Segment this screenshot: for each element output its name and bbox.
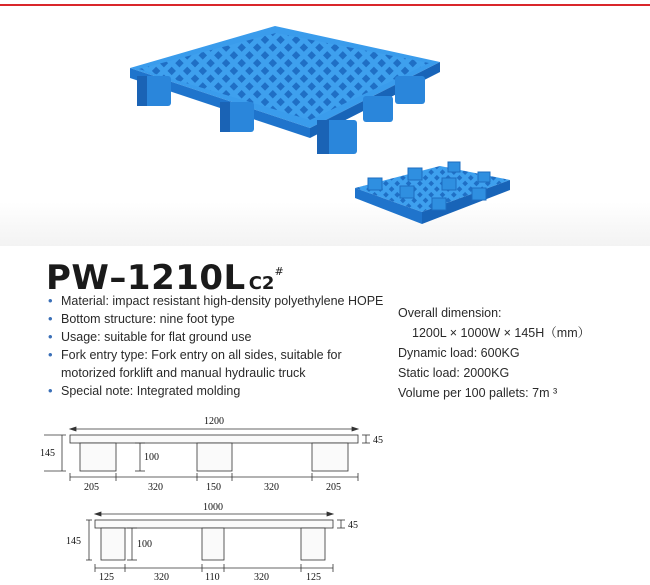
short-foot-height: 100 (137, 539, 152, 550)
dimension-value: 1200L × 1000W × 145H（mm） (412, 326, 591, 340)
static-load: Static load: 2000KG (398, 366, 510, 380)
dynamic-load: Dynamic load: 600KG (398, 346, 520, 360)
feature-list (44, 292, 384, 400)
dimension-drawing-long (40, 412, 400, 492)
model-title: PW–1210L C2# (46, 258, 284, 298)
short-deck-thickness: 45 (348, 520, 358, 531)
short-segment-3: 110 (205, 572, 220, 583)
pallet-photo-small (352, 158, 512, 230)
feature-special-note: • Special note: Integrated molding (44, 382, 384, 400)
long-deck-thickness: 45 (373, 435, 383, 446)
long-segment-5: 205 (326, 482, 341, 493)
short-total-length: 1000 (203, 502, 223, 513)
short-segment-1: 125 (99, 572, 114, 583)
long-height: 145 (40, 448, 55, 459)
feature-fork-entry: • Fork entry type: Fork entry on all sides, suitable for motorized forklift and manual hydraulic truck (44, 346, 384, 382)
short-segment-2: 320 (154, 572, 169, 583)
short-segment-4: 320 (254, 572, 269, 583)
feature-bottom-structure: • Bottom structure: nine foot type (44, 310, 384, 328)
short-segment-5: 125 (306, 572, 321, 583)
long-total-length: 1200 (204, 416, 224, 427)
pallet-photo-large (125, 20, 445, 160)
dimension-drawing-short (62, 500, 392, 582)
feature-material: • Material: impact resistant high-density polyethylene HOPE (44, 292, 384, 310)
short-height: 145 (66, 536, 81, 547)
spec-block (398, 303, 590, 403)
long-foot-height: 100 (144, 452, 159, 463)
long-segment-1: 205 (84, 482, 99, 493)
volume-per-100: Volume per 100 pallets: 7m ³ (398, 386, 558, 400)
feature-usage: • Usage: suitable for flat ground use (44, 328, 384, 346)
long-segment-2: 320 (148, 482, 163, 493)
long-segment-3: 150 (206, 482, 221, 493)
dimension-label: Overall dimension: (398, 306, 502, 320)
long-segment-4: 320 (264, 482, 279, 493)
